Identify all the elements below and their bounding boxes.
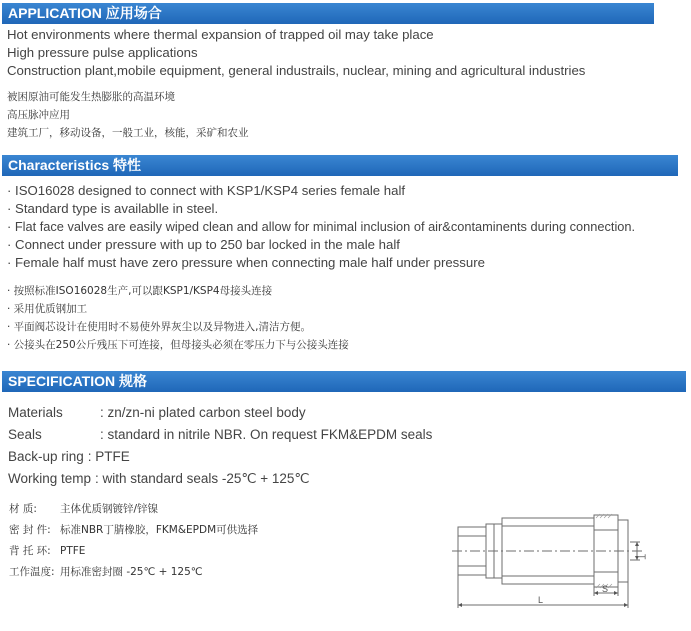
application-heading: APPLICATION 应用场合	[2, 3, 654, 24]
spec-value: : standard in nitrile NBR. On request FKM&EPDM seals	[100, 427, 433, 442]
characteristics-en-line: · Flat face valves are easily wiped clean and allow for minimal inclusion of air&contaminents during connection.	[7, 219, 636, 234]
spec-cn-label: 密 封 件:	[9, 524, 51, 536]
application-cn-line: 高压脉冲应用	[7, 109, 70, 121]
spec-cn-value: 标准NBR丁腈橡胶，FKM&EPDM可供选择	[60, 524, 259, 536]
spec-label: Materials	[8, 405, 63, 420]
dim-label-s: S	[602, 584, 609, 594]
characteristics-en-line: · Female half must have zero pressure when connecting male half under pressure	[7, 255, 485, 270]
characteristics-en-line: · ISO16028 designed to connect with KSP1/KSP4 series female half	[7, 183, 406, 198]
spec-cn-value: 主体优质钢镀锌/锌镍	[60, 503, 159, 515]
spec-row-seals	[8, 427, 432, 443]
spec-label: Working temp	[8, 471, 92, 486]
spec-cn-label: 材 质:	[9, 503, 37, 515]
coupling-drawing	[450, 512, 645, 612]
spec-row-materials	[8, 405, 306, 421]
characteristics-cn-line: · 公接头在250公斤残压下可连接，但母接头必须在零压力下与公接头连接	[7, 339, 349, 351]
dim-label-l: L	[538, 595, 544, 605]
spec-cn-label: 工作温度:	[9, 566, 55, 578]
spec-row-working-temp	[8, 471, 310, 487]
characteristics-en-line: · Connect under pressure with up to 250 bar locked in the male half	[7, 237, 400, 252]
spec-value: : with standard seals -25℃ + 125℃	[95, 471, 310, 486]
spec-value: : zn/zn-ni plated carbon steel body	[100, 405, 306, 420]
spec-cn-row	[9, 544, 85, 558]
spec-cn-value: PTFE	[60, 545, 86, 557]
application-cn-line: 建筑工厂，移动设备，一般工业，核能，采矿和农业	[7, 127, 249, 139]
characteristics-heading: Characteristics 特性	[2, 155, 678, 176]
spec-row-backup-ring	[8, 449, 130, 465]
characteristics-cn-line: · 平面阀芯设计在使用时不易使外界灰尘以及异物进入,清洁方便。	[7, 321, 312, 333]
spec-cn-row	[9, 523, 258, 537]
dim-label-t: T	[637, 554, 647, 560]
spec-cn-row	[9, 565, 203, 579]
spec-label: Seals	[8, 427, 42, 442]
application-cn-line: 被困原油可能发生热膨胀的高温环境	[7, 91, 175, 103]
application-en-line: Hot environments where thermal expansion of trapped oil may take place	[7, 27, 434, 42]
characteristics-cn-line: · 采用优质钢加工	[7, 303, 88, 315]
spec-cn-row	[9, 502, 158, 516]
characteristics-cn-line: · 按照标准ISO16028生产,可以跟KSP1/KSP4母接头连接	[7, 285, 273, 297]
application-en-line: High pressure pulse applications	[7, 45, 198, 60]
spec-label: Back-up ring	[8, 449, 84, 464]
spec-cn-label: 背 托 环:	[9, 545, 51, 557]
application-en-line: Construction plant,mobile equipment, general industrails, nuclear, mining and agricultural industries	[7, 63, 586, 78]
characteristics-en-line: · Standard type is availablle in steel.	[7, 201, 219, 216]
spec-cn-value: 用标准密封圈 -25℃ + 125℃	[60, 566, 203, 578]
specification-heading: SPECIFICATION 规格	[2, 371, 686, 392]
spec-value: : PTFE	[87, 449, 130, 464]
